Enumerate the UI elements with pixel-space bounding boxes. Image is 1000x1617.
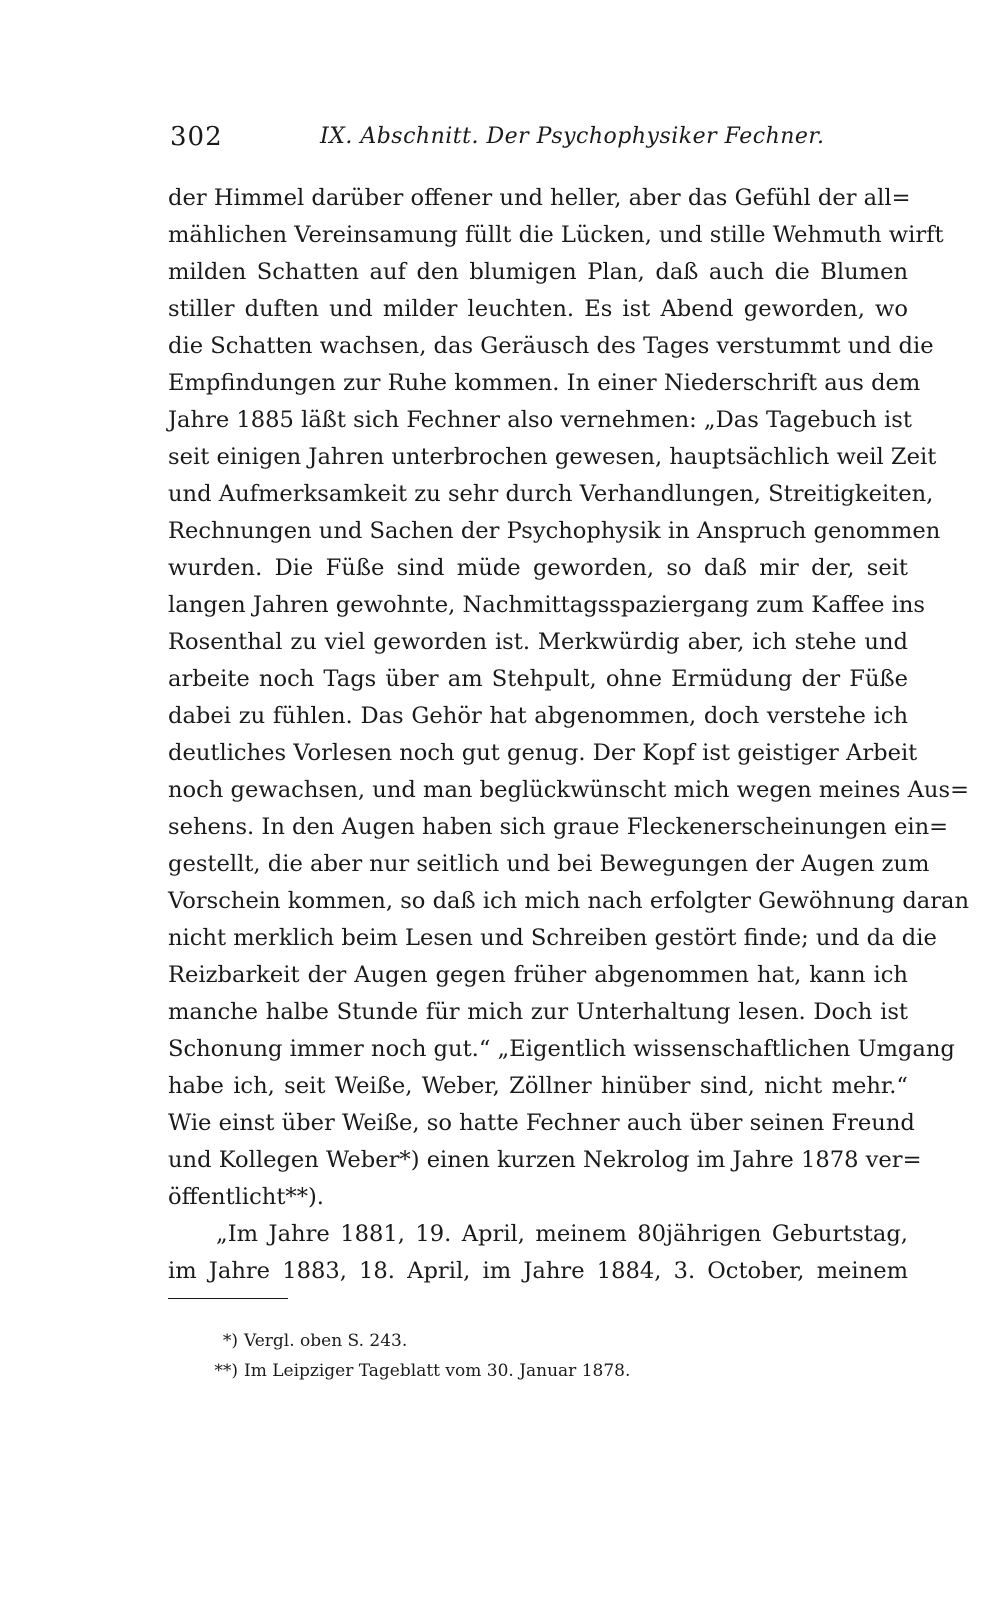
running-head-title: IX. Abschnitt. Der Psychophysiker Fechner. — [320, 124, 825, 149]
text-line: wurden. Die Füße sind müde geworden, so daß mir der, seit — [168, 555, 908, 581]
text-line: noch gewachsen, und man beglückwünscht mich wegen meines Aus= — [168, 777, 969, 803]
text-line: langen Jahren gewohnte, Nachmittagsspaziergang zum Kaffee ins — [168, 592, 925, 618]
text-line: und Aufmerksamkeit zu sehr durch Verhandlungen, Streitigkeiten, — [168, 481, 934, 507]
text-line: dabei zu fühlen. Das Gehör hat abgenommen, doch verstehe ich — [168, 703, 908, 729]
text-line: Rechnungen und Sachen der Psychophysik in Anspruch genommen — [168, 518, 941, 544]
text-line: habe ich, seit Weiße, Weber, Zöllner hinüber sind, nicht mehr.“ — [168, 1073, 908, 1099]
footnote — [210, 1326, 910, 1356]
text-line: gestellt, die aber nur seitlich und bei Bewegungen der Augen zum — [168, 851, 930, 877]
text-line: die Schatten wachsen, das Geräusch des Tages verstummt und die — [168, 333, 934, 359]
text-line: seit einigen Jahren unterbrochen gewesen, hauptsächlich weil Zeit — [168, 444, 937, 470]
text-line: Schonung immer noch gut.“ „Eigentlich wissenschaftlichen Umgang — [168, 1036, 955, 1062]
text-line: sehens. In den Augen haben sich graue Fleckenerscheinungen ein= — [168, 814, 949, 840]
footnote-text: Im Leipziger Tageblatt vom 30. Januar 1878. — [244, 1361, 631, 1381]
text-line: Rosenthal zu viel geworden ist. Merkwürdig aber, ich stehe und — [168, 629, 908, 655]
text-line: nicht merklich beim Lesen und Schreiben gestört finde; und da die — [168, 925, 937, 951]
footnote-mark: **) — [214, 1361, 238, 1381]
text-line: im Jahre 1883, 18. April, im Jahre 1884, 3. October, meinem — [168, 1258, 908, 1284]
text-line: manche halbe Stunde für mich zur Unterhaltung lesen. Doch ist — [168, 999, 908, 1025]
text-line: deutliches Vorlesen noch gut genug. Der Kopf ist geistiger Arbeit — [168, 740, 918, 766]
text-line: öffentlicht**). — [168, 1184, 324, 1210]
text-line: der Himmel darüber offener und heller, aber das Gefühl der all= — [168, 185, 911, 211]
text-line: Reizbarkeit der Augen gegen früher abgenommen hat, kann ich — [168, 962, 908, 988]
text-line: milden Schatten auf den blumigen Plan, daß auch die Blumen — [168, 259, 908, 285]
running-head — [170, 122, 910, 162]
text-line: Empfindungen zur Ruhe kommen. In einer Niederschrift aus dem — [168, 370, 921, 396]
text-line: Jahre 1885 läßt sich Fechner also vernehmen: „Das Tagebuch ist — [168, 407, 912, 433]
text-line: Vorschein kommen, so daß ich mich nach erfolgter Gewöhnung daran — [168, 888, 970, 914]
footnote-mark: *) — [222, 1331, 238, 1351]
footnotes — [210, 1326, 910, 1386]
text-line: Wie einst über Weiße, so hatte Fechner auch über seinen Freund — [168, 1110, 915, 1136]
text-line: stiller duften und milder leuchten. Es ist Abend geworden, wo — [168, 296, 908, 322]
footnote-divider — [168, 1298, 288, 1299]
page-number: 302 — [170, 122, 223, 152]
footnote-text: Vergl. oben S. 243. — [244, 1331, 408, 1351]
text-line: und Kollegen Weber*) einen kurzen Nekrolog im Jahre 1878 ver= — [168, 1147, 922, 1173]
text-line: „Im Jahre 1881, 19. April, meinem 80jährigen Geburtstag, — [216, 1221, 908, 1247]
footnote — [210, 1356, 910, 1386]
text-line: mählichen Vereinsamung füllt die Lücken, und stille Wehmuth wirft — [168, 222, 944, 248]
body-text — [168, 180, 970, 1290]
text-line: arbeite noch Tags über am Stehpult, ohne Ermüdung der Füße — [168, 666, 908, 692]
